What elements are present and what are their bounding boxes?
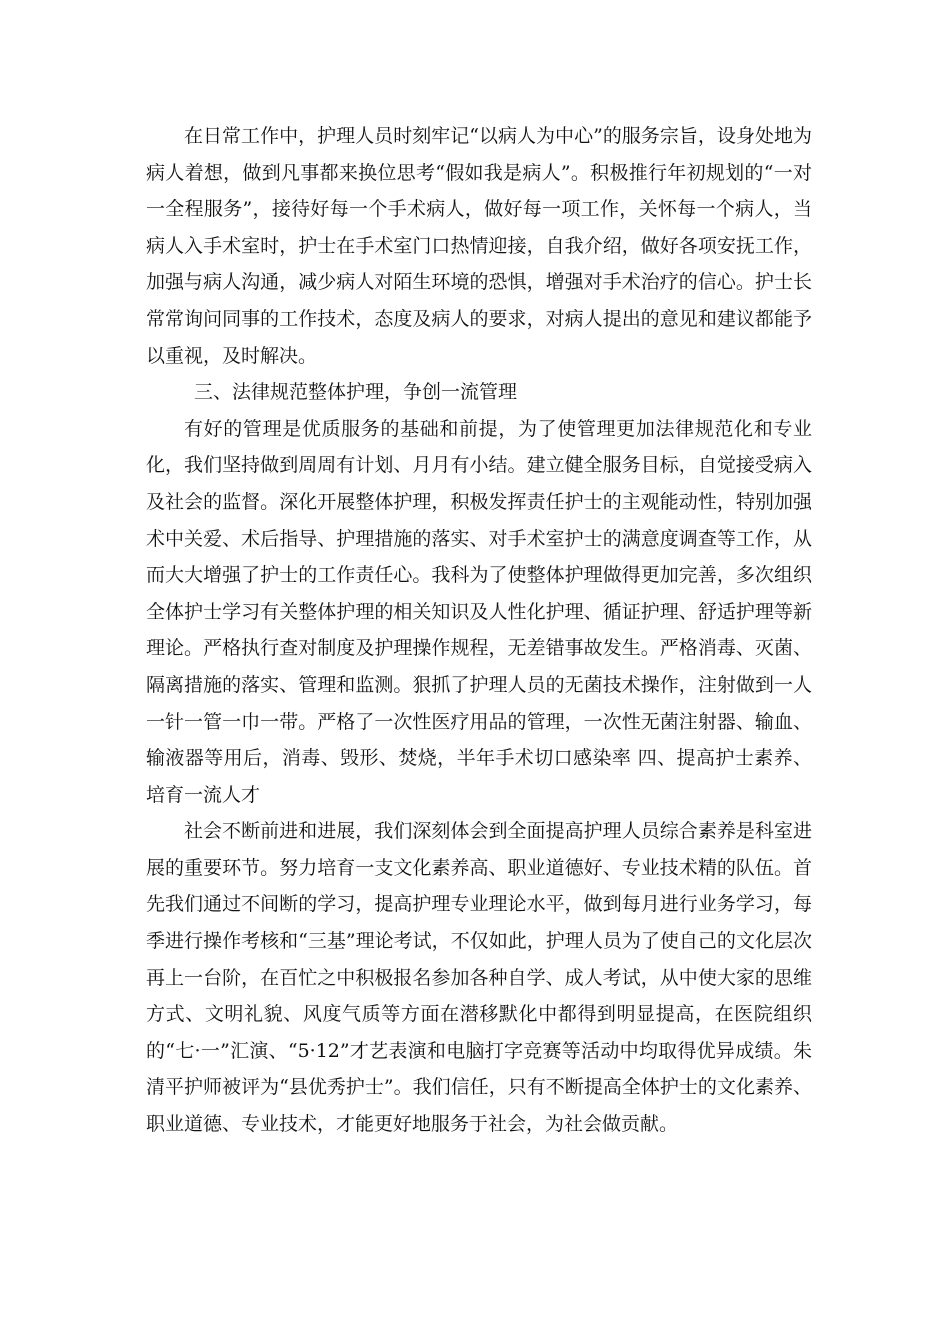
paragraph-service-philosophy: 在日常工作中，护理人员时刻牢记“以病人为中心”的服务宗旨，设身处地为病人着想，做到凡事都来换位思考“假如我是病人”。积极推行年初规划的“一对一全程服务”，接待好每一个手术病人，做好每一项工作，关怀每一个病人，当病人入手术室时，护士在手术室门口热情迎接，自我介绍，做好各项安抚工作，加强与病人沟通，减少病人对陌生环境的恐惧，增强对手术治疗的信心。护士长常常询问同事的工作技术，态度及病人的要求，对病人提出的意见和建议都能予以重视，及时解决。 bbox=[146, 125, 812, 367]
section-heading-3: 三、法律规范整体护理，争创一流管理 bbox=[194, 381, 518, 404]
document-body bbox=[146, 118, 812, 1143]
paragraph-staff-development: 社会不断前进和进展，我们深刻体会到全面提高护理人员综合素养是科室进展的重要环节。努力培育一支文化素养高、职业道德好、专业技术精的队伍。首先我们通过不间断的学习，提高护理专业理论水平，做到每月进行业务学习，每季进行操作考核和“三基”理论考试，不仅如此，护理人员为了使自己的文化层次再上一台阶，在百忙之中积极报名参加各种自学、成人考试，从中使大家的思维方式、文明礼貌、风度气质等方面在潜移默化中都得到明显提高，在医院组织的“七·一”汇演、“5·12”才艺表演和电脑打字竞赛等活动中均取得优异成绩。朱清平护师被评为“县优秀护士”。我们信任，只有不断提高全体护士的文化素养、职业道德、专业技术，才能更好地服务于社会，为社会做贡献。 bbox=[146, 820, 812, 1136]
paragraph-management: 有好的管理是优质服务的基础和前提，为了使管理更加法律规范化和专业化，我们坚持做到周周有计划、月月有小结。建立健全服务目标，自觉接受病入及社会的监督。深化开展整体护理，积极发挥责任护士的主观能动性，特别加强术中关爱、术后指导、护理措施的落实、对手术室护士的满意度调查等工作，从而大大增强了护士的工作责任心。我科为了使整体护理做得更加完善，多次组织全体护士学习有关整体护理的相关知识及人性化护理、循证护理、舒适护理等新理论。严格执行查对制度及护理操作规程，无差错事故发生。严格消毒、灭菌、隔离措施的落实、管理和监测。狠抓了护理人员的无菌技术操作，注射做到一人一针一管一巾一带。严格了一次性医疗用品的管理，一次性无菌注射器、输血、输液器等用后，消毒、毁形、焚烧，半年手术切口感染率 四、提高护士素养、培育一流人才 bbox=[146, 417, 812, 806]
